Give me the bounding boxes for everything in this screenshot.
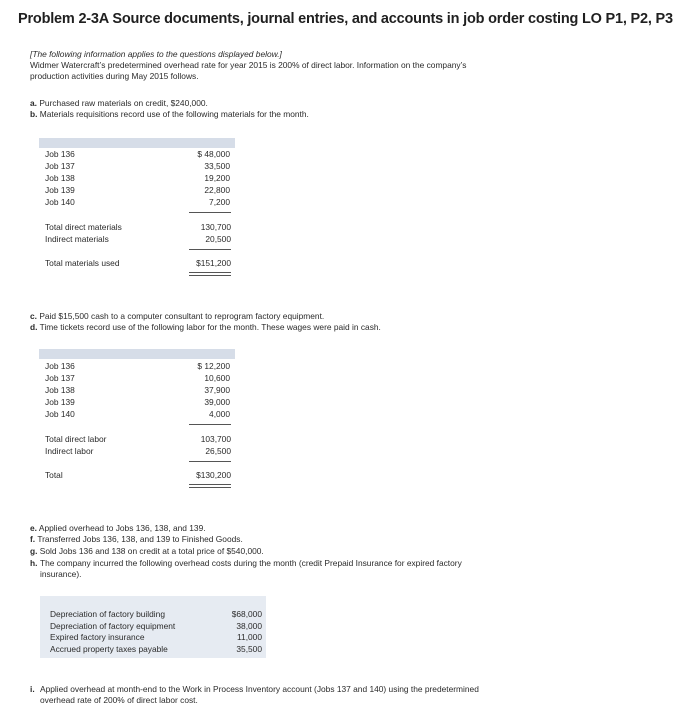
labor-total-rule	[189, 461, 231, 462]
item-c	[30, 311, 324, 322]
item-e-text: Applied overhead to Jobs 136, 138, and 139.	[38, 523, 206, 533]
materials-subtotal-rule	[189, 212, 231, 213]
item-f-text: Transferred Jobs 136, 138, and 139 to Finished Goods.	[37, 534, 243, 544]
table-row: Job 136 $ 12,200	[45, 361, 230, 371]
item-b	[30, 109, 309, 120]
item-h-label: h.	[30, 558, 38, 568]
intro	[30, 49, 500, 82]
table-row: Job 137 10,600	[45, 373, 230, 383]
item-d	[30, 322, 381, 333]
item-a-label: a.	[30, 98, 37, 108]
intro-note: [The following information applies to the questions displayed below.]	[30, 49, 282, 59]
item-e	[30, 523, 206, 534]
item-a	[30, 98, 208, 109]
table-row: Accrued property taxes payable 35,500	[50, 644, 262, 655]
materials-table-header	[39, 138, 235, 148]
intro-text: Widmer Watercraft’s predetermined overhead rate for year 2015 is 200% of direct labor. Information on the company’s production activities during May 2015 follows.	[30, 60, 467, 81]
labor-total-row: Total $130,200	[45, 470, 231, 480]
table-row: Depreciation of factory building $68,000	[50, 609, 262, 619]
table-row: Job 140 7,200	[45, 197, 230, 207]
item-h-text: The company incurred the following overhead costs during the month (credit Prepaid Insurance for expired factory insurance).	[40, 558, 462, 579]
table-row: Job 137 33,500	[45, 161, 230, 171]
labor-double-rule	[189, 484, 231, 488]
labor-table-header	[39, 349, 235, 359]
table-row: Expired factory insurance 11,000	[50, 632, 262, 643]
labor-subtotal-rule	[189, 424, 231, 425]
labor-total-direct-row: Total direct labor 103,700	[45, 434, 231, 444]
materials-table	[45, 148, 235, 208]
materials-total-row: Total materials used $151,200	[45, 258, 231, 268]
materials-double-rule	[189, 272, 231, 276]
item-c-text: Paid $15,500 cash to a computer consultant to reprogram factory equipment.	[39, 311, 325, 321]
item-d-text: Time tickets record use of the following labor for the month. These wages were paid in cash.	[39, 322, 381, 332]
table-row: Depreciation of factory equipment 38,000	[50, 620, 262, 631]
materials-total-direct-row: Total direct materials 130,700	[45, 222, 231, 232]
item-i-text: Applied overhead at month-end to the Work in Process Inventory account (Jobs 137 and 140) using the predetermined overhead rate of 200% of direct labor cost.	[40, 684, 479, 705]
table-row: Job 140 4,000	[45, 409, 230, 419]
item-d-label: d.	[30, 322, 38, 332]
item-i	[30, 684, 500, 706]
labor-indirect-row: Indirect labor 26,500	[45, 446, 231, 456]
item-b-label: b.	[30, 109, 38, 119]
table-row: Job 139 22,800	[45, 185, 230, 195]
item-f	[30, 534, 243, 545]
page-title: Problem 2-3A Source documents, journal entries, and accounts in job order costing LO P1, P2, P3	[18, 11, 673, 27]
item-g-label: g.	[30, 546, 38, 556]
item-f-label: f.	[30, 534, 36, 544]
materials-indirect-row: Indirect materials 20,500	[45, 234, 231, 244]
materials-job-rows	[45, 148, 235, 208]
item-i-label: i.	[30, 684, 35, 694]
item-a-text: Purchased raw materials on credit, $240,000.	[39, 98, 208, 108]
labor-table	[45, 360, 235, 420]
table-row: Job 139 39,000	[45, 397, 230, 407]
item-e-label: e.	[30, 523, 37, 533]
table-row: Job 138 19,200	[45, 173, 230, 183]
overhead-table	[50, 609, 262, 656]
item-g-text: Sold Jobs 136 and 138 on credit at a total price of $540,000.	[39, 546, 264, 556]
materials-total-rule	[189, 249, 231, 250]
item-c-label: c.	[30, 311, 37, 321]
item-h	[30, 558, 470, 580]
table-row: Job 136 $ 48,000	[45, 149, 230, 159]
table-row: Job 138 37,900	[45, 385, 230, 395]
item-g	[30, 546, 264, 557]
item-b-text: Materials requisitions record use of the following materials for the month.	[39, 109, 309, 119]
